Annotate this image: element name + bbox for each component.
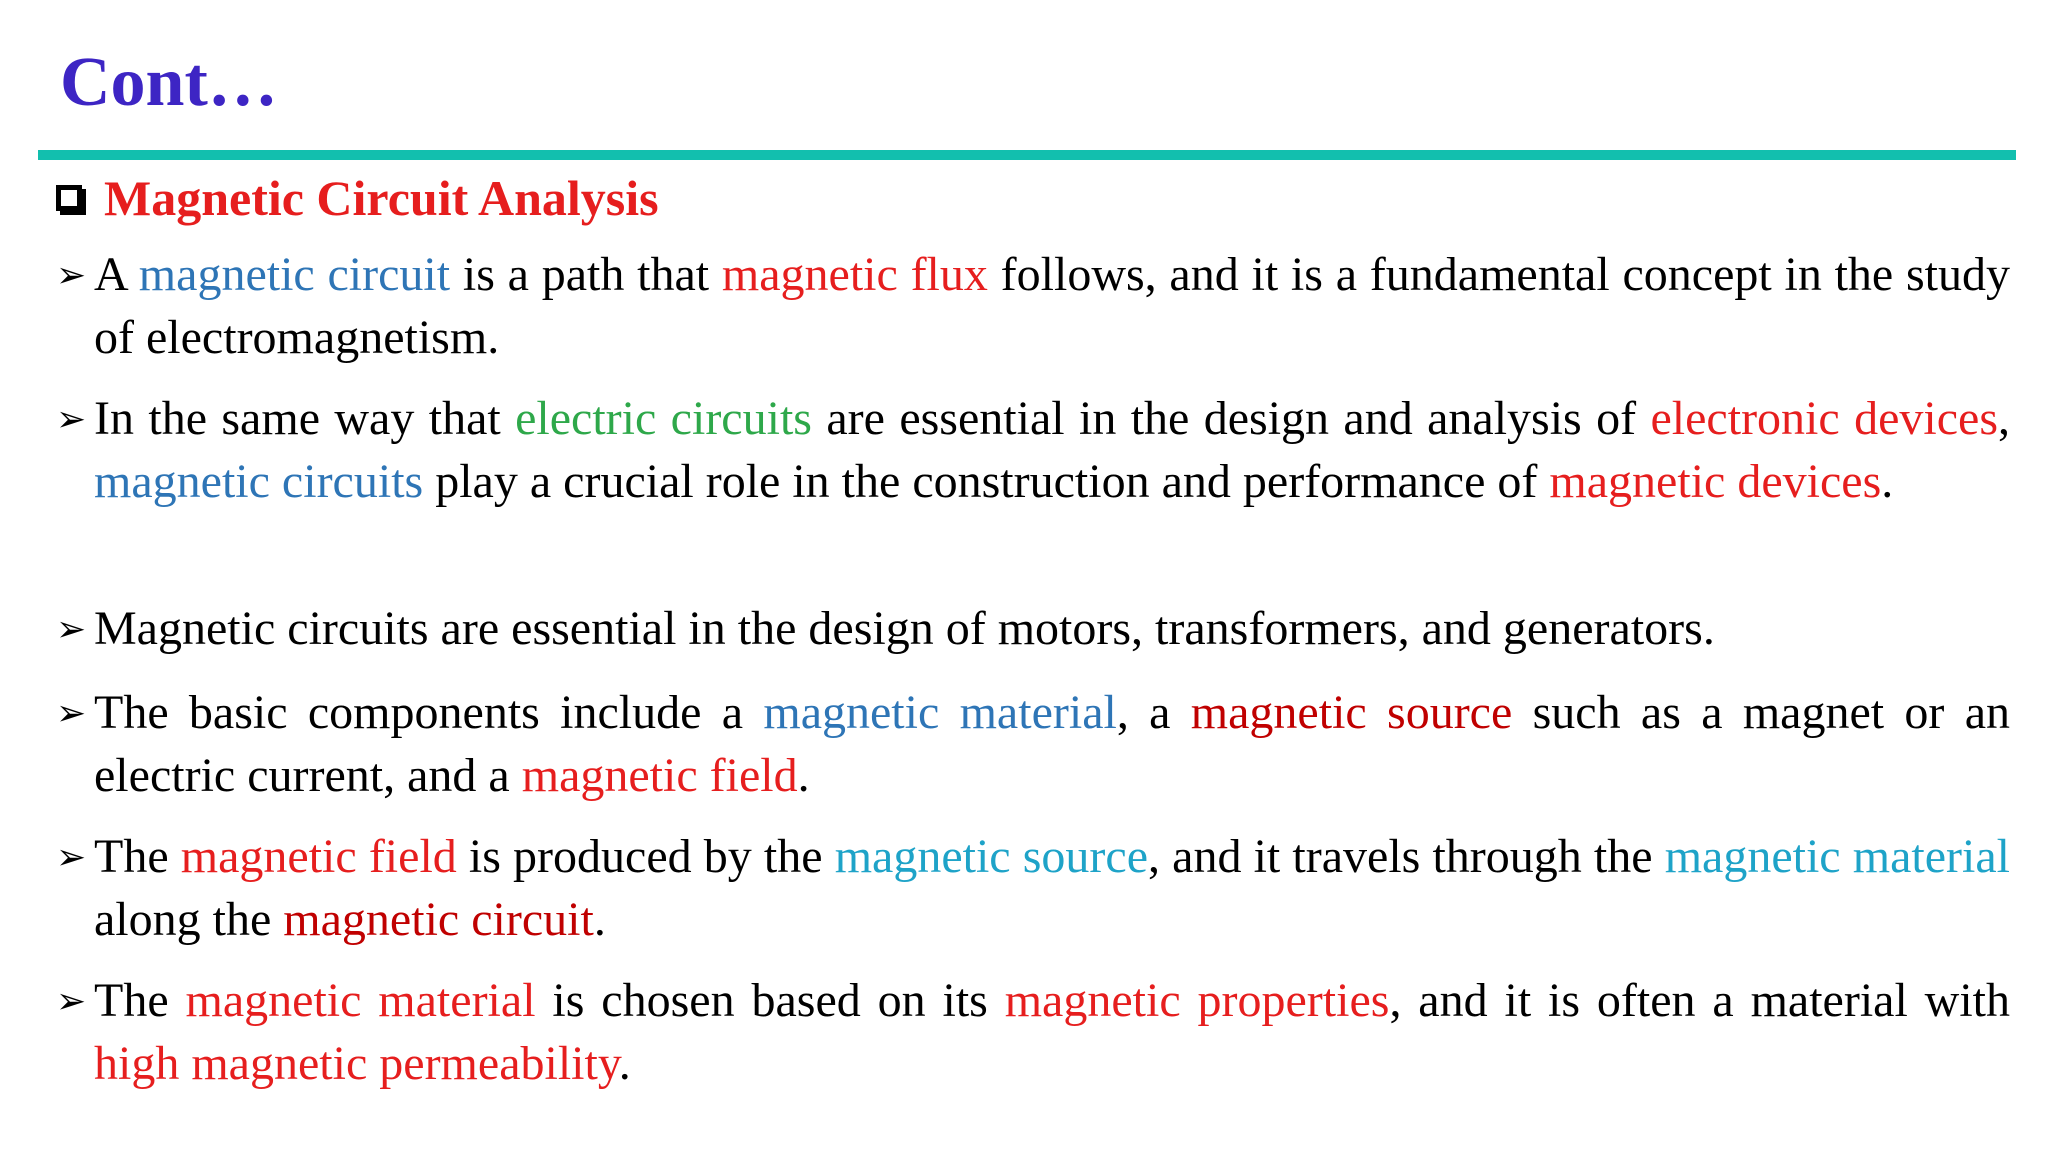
bullet-text: is produced by the <box>456 830 835 883</box>
bullet-text: . <box>797 749 810 802</box>
bullet-text: play a crucial role in the construction and performance of <box>423 455 1550 508</box>
highlighted-term: magnetic material <box>1664 830 2010 883</box>
highlighted-term: magnetic material <box>185 974 536 1027</box>
highlighted-term: electric circuits <box>515 392 812 445</box>
title-divider <box>38 150 2016 160</box>
bullet-text: are essential in the design and analysis of <box>811 392 1651 445</box>
section-heading-text: Magnetic Circuit Analysis <box>104 170 659 226</box>
bullet-text: The basic components include a <box>94 686 764 739</box>
bullet-text: along the <box>94 893 284 946</box>
bullet-text: , a <box>1116 686 1191 739</box>
bullet-text: follows, and it is a fundamental concept in the study of electromagnetism. <box>94 248 2011 364</box>
highlighted-term: electronic devices <box>1650 392 1999 445</box>
arrow-bullet-icon: ➢ <box>56 837 87 878</box>
bullet-item <box>56 826 2010 951</box>
bullet-text: is chosen based on its <box>535 974 1005 1027</box>
bullet-text: In the same way that <box>94 392 516 445</box>
bullet-text: is a path that <box>450 248 722 301</box>
bullet-item <box>56 970 2010 1095</box>
bullet-text: . <box>618 1037 631 1090</box>
bullet-item <box>56 682 2010 807</box>
bullet-text: , <box>1998 392 2011 445</box>
highlighted-term: magnetic circuit <box>283 893 594 946</box>
bullet-text: . <box>1881 455 1894 508</box>
highlighted-term: magnetic properties <box>1004 974 1390 1027</box>
bullet-item <box>56 388 2010 513</box>
highlighted-term: magnetic devices <box>1549 455 1882 508</box>
arrow-bullet-icon: ➢ <box>56 981 87 1022</box>
highlighted-term: magnetic flux <box>721 248 988 301</box>
bullet-item <box>56 244 2010 369</box>
arrow-bullet-icon: ➢ <box>56 693 87 734</box>
bullet-text: . <box>593 893 606 946</box>
highlighted-term: magnetic field <box>180 830 457 883</box>
bullet-text: The <box>94 974 186 1027</box>
arrow-bullet-icon: ➢ <box>56 399 87 440</box>
highlighted-term: magnetic field <box>521 749 798 802</box>
checkbox-square-icon <box>56 185 82 211</box>
highlighted-term: magnetic source <box>1190 686 1513 739</box>
highlighted-term: high magnetic permeability <box>94 1037 619 1090</box>
highlighted-term: magnetic source <box>834 830 1149 883</box>
highlighted-term: magnetic circuits <box>94 455 424 508</box>
arrow-bullet-icon: ➢ <box>56 255 87 296</box>
bullet-text: , and it is often a material with <box>1389 974 2011 1027</box>
highlighted-term: magnetic material <box>763 686 1117 739</box>
bullet-text: , and it travels through the <box>1148 830 1665 883</box>
arrow-bullet-icon: ➢ <box>56 609 87 650</box>
bullet-text: such as a magnet or an electric current, and a <box>94 686 2011 802</box>
highlighted-term: magnetic circuit <box>138 248 451 301</box>
section-heading <box>56 166 659 230</box>
bullet-text: A <box>94 248 139 301</box>
bullet-item <box>56 598 2010 661</box>
bullet-text: The <box>94 830 181 883</box>
bullet-text: Magnetic circuits are essential in the design of motors, transformers, and generators. <box>94 602 1715 655</box>
slide-title: Cont… <box>60 44 278 121</box>
